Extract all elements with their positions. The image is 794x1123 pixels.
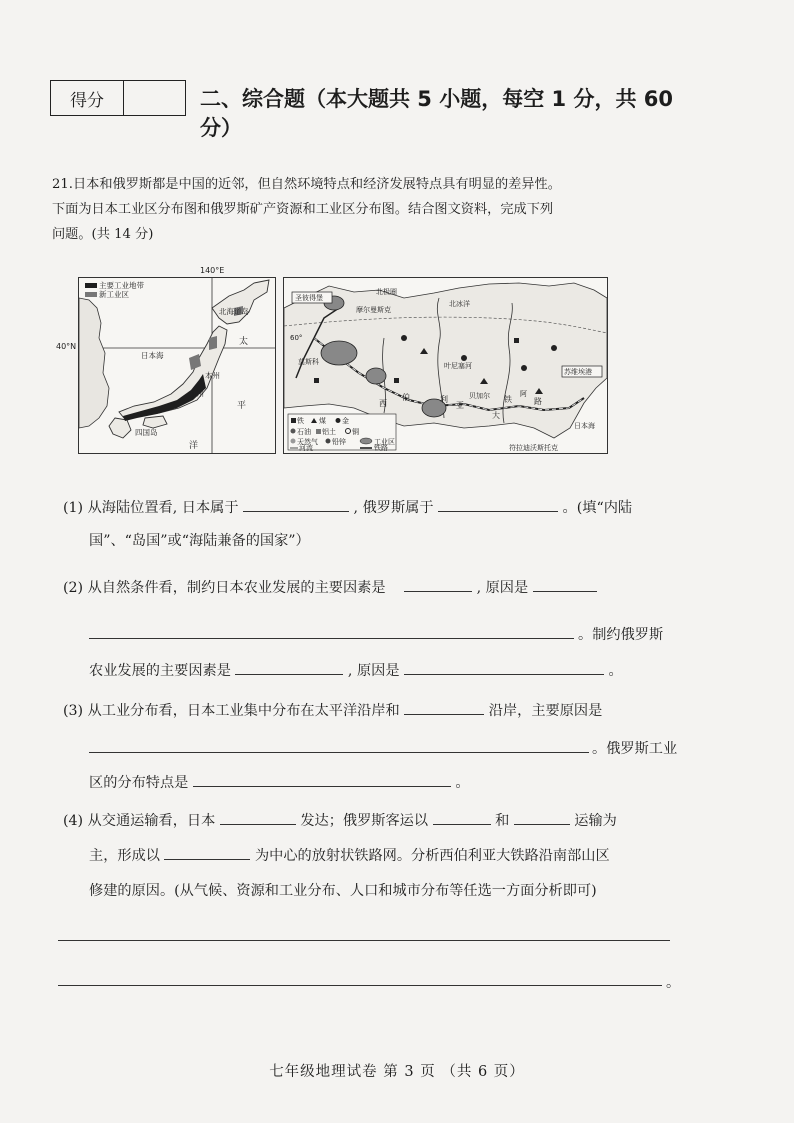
q4-blank-japan-transport[interactable] xyxy=(220,810,296,825)
page-footer: 七年级地理试卷 第 3 页 （共 6 页） xyxy=(269,1064,525,1080)
siberia-char-1: 西 xyxy=(379,399,387,408)
intro-line-2: 下面为日本工业区分布图和俄罗斯矿产资源和工业区分布图。结合图文资料，完成下列 xyxy=(52,202,554,217)
q2-blank-japan-reason-start[interactable] xyxy=(533,577,597,592)
q2-text-b: , 原因是 xyxy=(476,580,529,596)
amur-label: 阿 xyxy=(520,390,527,398)
murmansk-label: 摩尔曼斯克 xyxy=(356,306,391,314)
q2-text-d: , 原因是 xyxy=(347,663,400,679)
q3-text-b: 沿岸，主要原因是 xyxy=(488,703,603,719)
q3-line-1 xyxy=(63,700,602,720)
section-title: 二、综合题（本大题共 5 小题，每空 1 分，共 60 分） xyxy=(200,87,674,140)
q2-text-end: 。 xyxy=(608,663,623,679)
q3-text-c: 区的分布特点是 xyxy=(89,775,189,791)
q1-text-b: , 俄罗斯属于 xyxy=(353,500,434,516)
legend-copper: 铜 xyxy=(352,428,359,436)
q1-text-a: (1) 从海陆位置看, 日本属于 xyxy=(63,500,239,516)
legend-railway: 铁路 xyxy=(374,444,388,452)
legend-new-label: 新工业区 xyxy=(99,290,129,299)
baikal-label: 贝加尔 xyxy=(469,392,490,400)
question-intro xyxy=(52,172,752,247)
q4-blank-rail-center[interactable] xyxy=(164,845,250,860)
q3-blank-coast[interactable] xyxy=(404,700,484,715)
score-label: 得分 xyxy=(51,81,124,115)
q1-line-2: 国”、“岛国”或“海陆兼备的国家”） xyxy=(89,533,310,549)
q1-blank-japan[interactable] xyxy=(243,497,349,512)
siberia-char-3: 利 xyxy=(440,395,448,404)
q1-text-c: 。(填“内陆 xyxy=(562,500,633,516)
legend-gold: 金 xyxy=(342,417,349,425)
legend-industrial: 工业区 xyxy=(374,438,395,446)
pacific-label-2: 平 xyxy=(237,401,247,411)
sovetskaya-gavan-label: 苏维埃港 xyxy=(564,368,592,376)
q4-text-e: 主，形成以 xyxy=(89,848,160,864)
pacific-label-3: 洋 xyxy=(189,441,199,451)
legend-new-swatch xyxy=(85,292,97,297)
q4-text-a: (4) 从交通运输看，日本 xyxy=(63,813,216,829)
q4-text-c: 和 xyxy=(495,813,510,829)
q2-line-3 xyxy=(89,660,623,680)
yenisei-label: 叶尼塞河 xyxy=(444,362,472,370)
q4-line-2 xyxy=(89,845,610,865)
vladivostok-label: 符拉迪沃斯托克 xyxy=(509,444,558,452)
arctic-ocean-label: 北冰洋 xyxy=(449,300,470,308)
legend-lead-zinc: 铅锌 xyxy=(332,438,346,446)
russia-map-svg xyxy=(284,278,607,453)
q1-blank-russia[interactable] xyxy=(438,497,558,512)
q3-text-end: 。 xyxy=(455,775,470,791)
siberia-char-4: 亚 xyxy=(456,401,464,410)
legend-main-swatch xyxy=(85,283,97,288)
q4-answer-line-1[interactable] xyxy=(58,940,670,941)
legend-iron: 铁 xyxy=(297,417,304,425)
siberia-char-5: 大 xyxy=(492,411,500,420)
q4-blank-russia-transport-1[interactable] xyxy=(433,810,491,825)
q2-blank-russia-reason[interactable] xyxy=(404,660,604,675)
intro-line-1: 21.日本和俄罗斯都是中国的近邻，但自然环境特点和经济发展特点具有明显的差异性。 xyxy=(52,177,561,192)
q4-answer-line-2[interactable] xyxy=(58,985,662,986)
legend-main-label: 主要工业地带 xyxy=(99,281,144,290)
japan-industry-map xyxy=(78,277,276,454)
q3-line-3 xyxy=(89,772,470,792)
kyushu-label: 九州 xyxy=(189,389,204,398)
q2-text-a: (2) 从自然条件看，制约日本农业发展的主要因素是 xyxy=(63,580,386,596)
q1-line-1 xyxy=(63,497,632,517)
japan-lon-label: 140°E xyxy=(200,266,225,275)
legend-coal: 煤 xyxy=(319,417,326,425)
siberia-char-2: 伯 xyxy=(402,393,410,402)
hokkaido-label: 北海道岛 xyxy=(219,307,249,316)
q2-blank-japan-factor[interactable] xyxy=(404,577,472,592)
siberia-char-7: 路 xyxy=(534,397,542,406)
q3-text-a: (3) 从工业分布看，日本工业集中分布在太平洋沿岸和 xyxy=(63,703,400,719)
q4-blank-russia-transport-2[interactable] xyxy=(514,810,570,825)
siberia-char-6: 铁 xyxy=(504,395,512,404)
legend-river: 河流 xyxy=(299,444,313,452)
shikoku-label: 四国岛 xyxy=(135,428,158,437)
q2-line-2-end: 。制约俄罗斯 xyxy=(578,627,664,643)
q4-line-1 xyxy=(63,810,617,830)
sea-of-japan-russia-label: 日本海 xyxy=(574,422,595,430)
q3-blank-reason[interactable] xyxy=(89,752,589,753)
q4-line-3: 修建的原因。(从气候、资源和工业分布、人口和城市分布等任选一方面分析即可) xyxy=(89,883,597,899)
lat-60-label: 60° xyxy=(290,334,303,342)
st-petersburg-label: 圣彼得堡 xyxy=(295,294,323,302)
q4-text-b: 发达；俄罗斯客运以 xyxy=(300,813,429,829)
q2-blank-japan-reason[interactable] xyxy=(89,638,574,639)
score-box xyxy=(50,80,186,116)
q2-text-c: 农业发展的主要因素是 xyxy=(89,663,231,679)
q2-line-1 xyxy=(63,577,597,597)
sea-of-japan-label: 日本海 xyxy=(141,351,164,360)
q4-text-d: 运输为 xyxy=(574,813,617,829)
arctic-circle-label: 北极圈 xyxy=(376,288,397,296)
q3-blank-russia-feature[interactable] xyxy=(193,772,451,787)
score-value-field xyxy=(124,81,185,115)
q2-blank-russia-factor[interactable] xyxy=(235,660,343,675)
japan-map-svg xyxy=(79,278,275,453)
legend-oil: 石油 xyxy=(297,428,311,436)
intro-line-3: 问题。(共 14 分) xyxy=(52,227,154,242)
q4-end-mark: 。 xyxy=(666,975,681,991)
legend-bauxite: 铝土 xyxy=(322,428,336,436)
q3-line-2-end: 。俄罗斯工业 xyxy=(592,741,678,757)
pacific-label-1: 太 xyxy=(239,337,249,347)
legend-gas: 天然气 xyxy=(297,438,318,446)
japan-lat-label: 40°N xyxy=(56,342,77,351)
q4-text-f: 为中心的放射状铁路网。分析西伯利亚大铁路沿南部山区 xyxy=(254,848,610,864)
russia-resource-map xyxy=(283,277,608,454)
moscow-label: 莫斯科 xyxy=(298,358,319,366)
honshu-label: 本州 xyxy=(205,371,220,380)
